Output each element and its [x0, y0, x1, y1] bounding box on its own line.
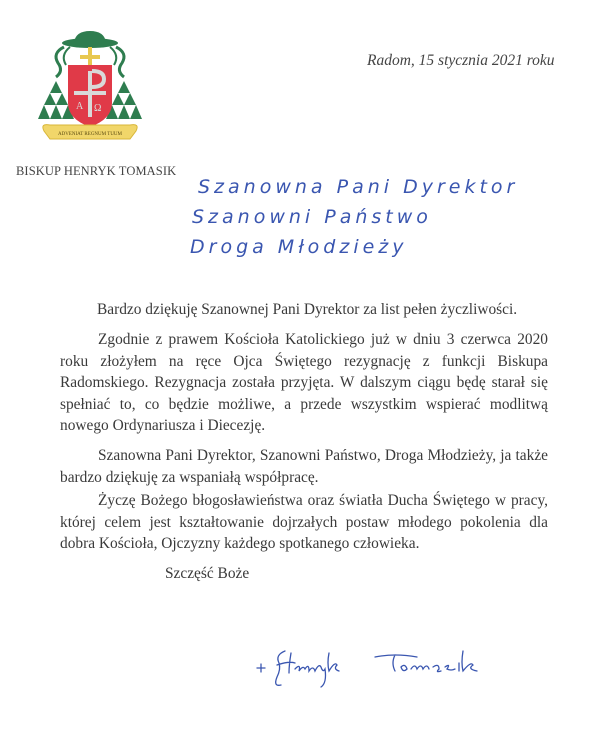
paragraph-1: Bardzo dziękuję Szanownej Pani Dyrektor za list pełen życzliwości. — [97, 301, 518, 318]
letter-body-2 — [60, 329, 548, 437]
salutation-line-2: Szanowni Państwo — [192, 206, 432, 228]
svg-text:A: A — [76, 101, 84, 112]
handwritten-salutation — [190, 172, 600, 272]
closing: Szczęść Boże — [165, 565, 250, 582]
paragraph-3: Szanowna Pani Dyrektor, Szanowni Państwo, Droga Młodzieży, ja także bardzo dziękuję za wspaniałą współpracę. — [60, 447, 548, 486]
bishop-name: BISKUP HENRYK TOMASIK — [16, 164, 177, 178]
paragraph-2: Zgodnie z prawem Kościoła Katolickiego już w dniu 3 czerwca 2020 roku złożyłem na ręce Ojca Świętego rezygnację z funkcji Biskupa Radomskiego. Rezygnacja została przyjęta. W dalszym ciągu będę starał się spełniać to, co będzie możliwe, a przede wszystkim wspierać modlitwą nowego Ordynariusza i Diecezję. — [60, 331, 548, 434]
paragraph-4: Życzę Bożego błogosławieństwa oraz światła Ducha Świętego w pracy, której celem jest kształtowanie dojrzałych postaw młodego pokolenia dla dobra Kościoła, Ojczyzny każdego spotkanego człowieka. — [60, 492, 548, 552]
coat-of-arms-icon — [30, 25, 150, 155]
date-line: Radom, 15 stycznia 2021 roku — [367, 52, 555, 69]
svg-text:Ω: Ω — [94, 103, 102, 114]
salutation-line-1: Szanowna Pani Dyrektor — [198, 176, 519, 198]
signature — [255, 643, 495, 693]
svg-text:ADVENIAT REGNUM TUUM: ADVENIAT REGNUM TUUM — [58, 132, 122, 137]
letter-body-3 — [60, 445, 548, 488]
salutation-line-3: Droga Młodzieży — [190, 236, 408, 258]
letter-body-4 — [60, 490, 548, 555]
letter-body — [60, 299, 548, 321]
